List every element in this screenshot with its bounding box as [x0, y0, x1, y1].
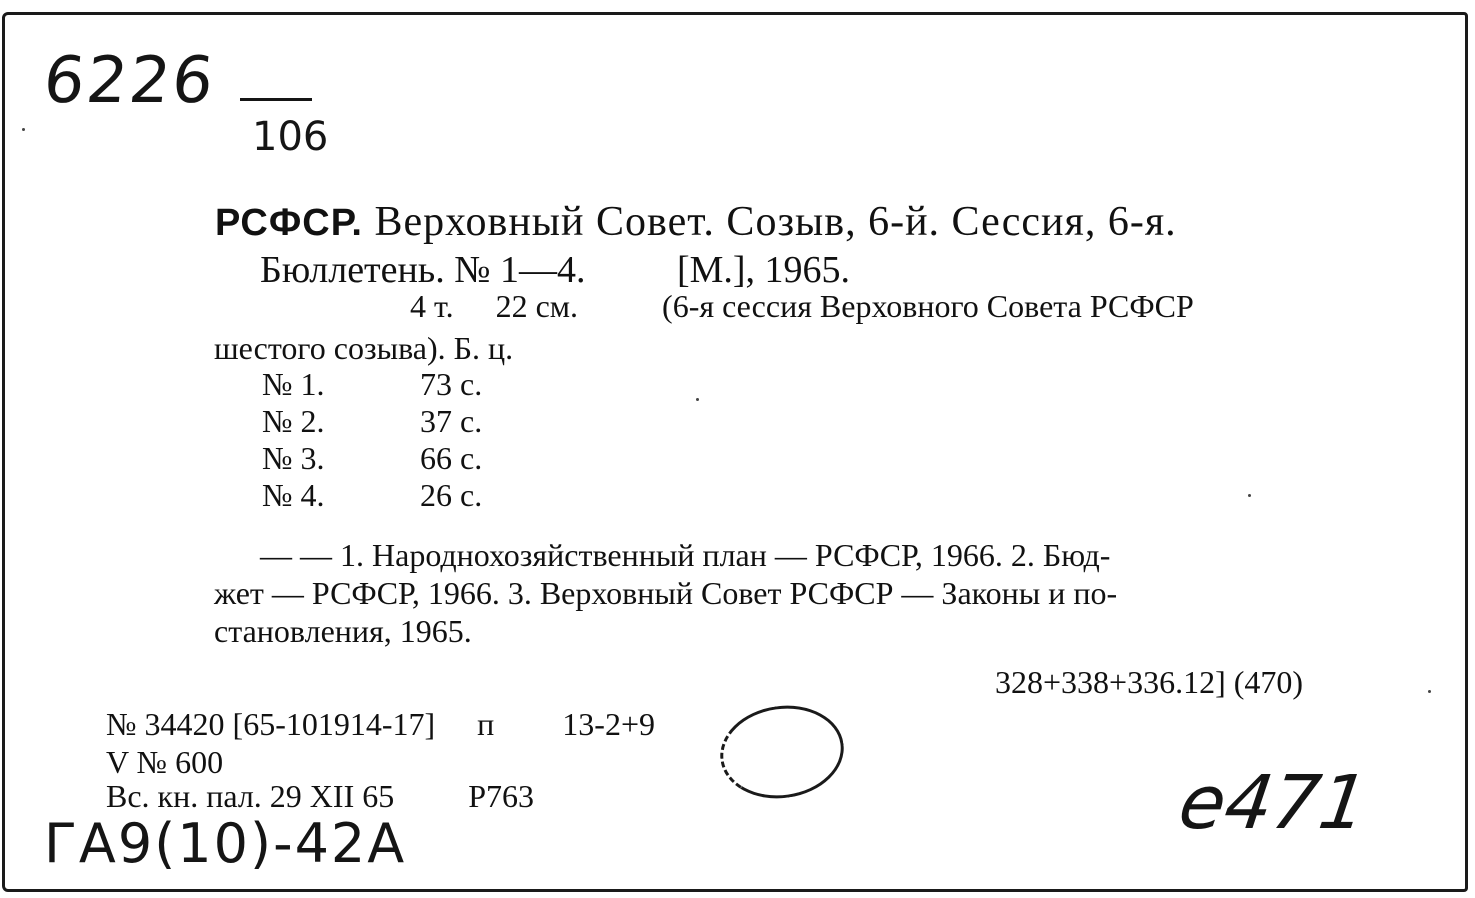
- footer-print-code: Р763: [468, 778, 535, 814]
- handwritten-call-number: 6226: [40, 44, 219, 118]
- issue-pages: 26 с.: [420, 477, 483, 513]
- footer-copies: V № 600: [106, 744, 224, 780]
- issue-row: [262, 477, 482, 514]
- issue-pages: 37 с.: [420, 403, 483, 439]
- subject-line-1: — — 1. Народнохозяйственный план — РСФСР, 1966. 2. Бюд-: [260, 537, 1111, 573]
- footer-letter: п: [477, 706, 495, 742]
- issue-row: [262, 403, 482, 440]
- title-line: [260, 248, 850, 292]
- series-line-2: шестого созыва). Б. ц.: [214, 330, 514, 366]
- footer-line-1: [106, 706, 655, 743]
- issue-row: [262, 440, 482, 477]
- size: 22 см.: [495, 288, 579, 324]
- handwritten-shelf-mark: ГА9(10)-42А: [44, 812, 407, 875]
- footer-number: № 34420: [106, 706, 225, 742]
- subject-line-3: становления, 1965.: [214, 613, 472, 649]
- record-imprint: [М.], 1965.: [676, 249, 851, 291]
- footer-code: 13-2+9: [562, 706, 655, 742]
- record-heading: [215, 198, 1177, 246]
- issue-row: [262, 366, 482, 403]
- footer-bracket: [65-101914-17]: [232, 706, 436, 742]
- physical-description: [410, 288, 1194, 325]
- subject-headings: [214, 536, 1370, 650]
- issues-list: [262, 366, 482, 514]
- issue-pages: 66 с.: [420, 440, 483, 476]
- volumes: 4 т.: [410, 288, 454, 324]
- handwritten-call-number-sub: 106: [252, 114, 329, 160]
- heading-rest: Верховный Совет. Созыв, 6-й. Сессия, 6-я.: [374, 199, 1177, 245]
- handwritten-underline: [240, 98, 312, 101]
- footer-signed: Вс. кн. пал. 29 XII 65: [106, 778, 395, 814]
- issue-number: № 2.: [262, 403, 325, 439]
- heading-bold: РСФСР.: [215, 202, 363, 244]
- handwritten-inventory-mark: е471: [1173, 760, 1373, 846]
- classification-code: 328+338+336.12] (470): [995, 664, 1304, 700]
- speck: [1248, 494, 1251, 497]
- record-title: Бюллетень. № 1—4.: [260, 249, 586, 291]
- speck: [22, 128, 25, 131]
- issue-number: № 3.: [262, 440, 325, 476]
- issue-number: № 1.: [262, 366, 325, 402]
- speck: [1428, 690, 1431, 693]
- footer-line-3: [106, 778, 534, 815]
- subject-line-2: жет — РСФСР, 1966. 3. Верховный Совет РСФСР — Законы и по-: [214, 575, 1118, 611]
- issue-pages: 73 с.: [420, 366, 483, 402]
- series-line-1: (6-я сессия Верховного Совета РСФСР: [662, 288, 1194, 324]
- issue-number: № 4.: [262, 477, 325, 513]
- speck: [696, 398, 699, 401]
